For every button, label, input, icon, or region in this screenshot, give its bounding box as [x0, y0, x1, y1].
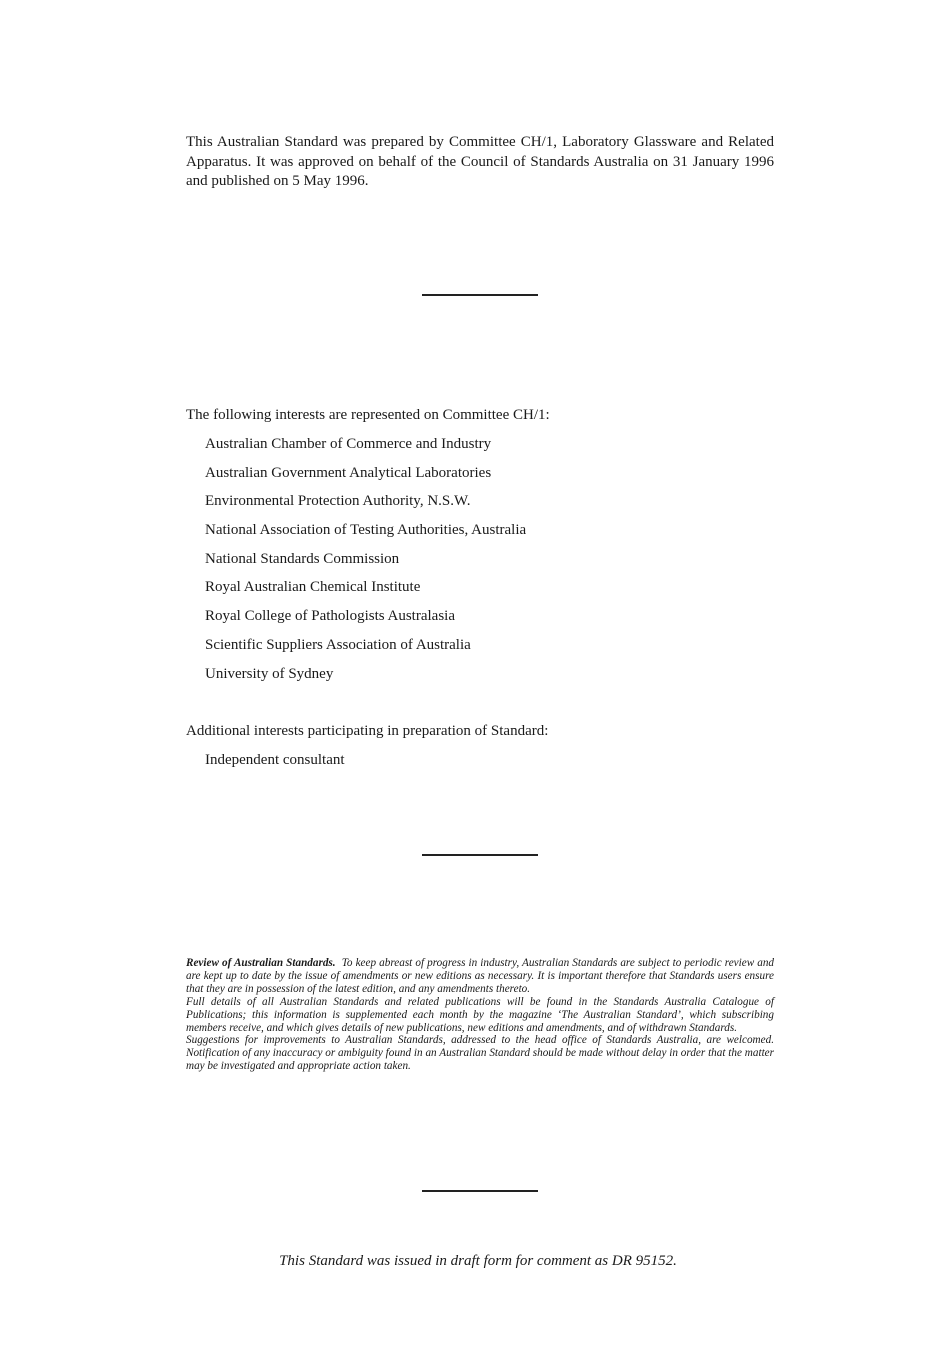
- review-text: To keep abreast of progress in industry, Australian Standards are subject to periodic review and are kept up to date by the issue of amendments or new editions as necessary. It is important therefore that Standards users ensure that they are in possession of the latest edition, and any amendments thereto.: [186, 957, 775, 995]
- committee-interests: [186, 406, 774, 693]
- additional-interests: [186, 722, 774, 770]
- additional-list: [186, 751, 774, 770]
- review-paragraph: [186, 957, 774, 996]
- review-paragraph: Suggestions for improvements to Australian Standards, addressed to the head office of Standards Australia, are welcomed. Notification of any inaccuracy or ambiguity found in an Australian Standard should be made without delay in order that the matter may be investigated and appropriate action taken.: [186, 1034, 774, 1073]
- draft-note-text: This Standard was issued in draft form for comment as DR 95152.: [279, 1253, 677, 1269]
- list-item: Royal College of Pathologists Australasia: [205, 608, 455, 625]
- review-paragraph: Full details of all Australian Standards and related publications will be found in the Standards Australia Catalogue of Publications; this information is supplemented each month by the magazine ‘The Australian Standard’, which subscribing members receive, and which gives details of new publications, new editions and amendments, and of withdrawn Standards.: [186, 995, 774, 1034]
- section-divider: [422, 294, 538, 296]
- list-item: Royal Australian Chemical Institute: [205, 579, 421, 596]
- review-title: Review of Australian Standards.: [186, 957, 336, 969]
- review-notice: [186, 957, 774, 1073]
- section-divider: [422, 854, 538, 856]
- interests-list: [186, 435, 774, 684]
- list-item: Independent consultant: [205, 752, 345, 768]
- list-item: Environmental Protection Authority, N.S.W.: [205, 493, 471, 510]
- approval-text: This Australian Standard was prepared by Committee CH/1, Laboratory Glassware and Related Apparatus. It was approved on behalf of the Council of Standards Australia on 31 January 1996 and published on 5 May 1996.: [186, 134, 774, 189]
- approval-statement: [186, 133, 774, 192]
- list-item: Australian Government Analytical Laboratories: [205, 464, 492, 481]
- additional-heading: Additional interests participating in preparation of Standard:: [186, 723, 549, 739]
- draft-note: [0, 1252, 950, 1271]
- list-item: Australian Chamber of Commerce and Industry: [205, 436, 492, 452]
- list-item: University of Sydney: [205, 665, 334, 682]
- list-item: National Association of Testing Authorities, Australia: [205, 522, 527, 539]
- list-item: Scientific Suppliers Association of Australia: [205, 636, 471, 653]
- list-item: National Standards Commission: [205, 550, 400, 567]
- section-divider: [422, 1190, 538, 1192]
- interests-heading: The following interests are represented on Committee CH/1:: [186, 407, 550, 423]
